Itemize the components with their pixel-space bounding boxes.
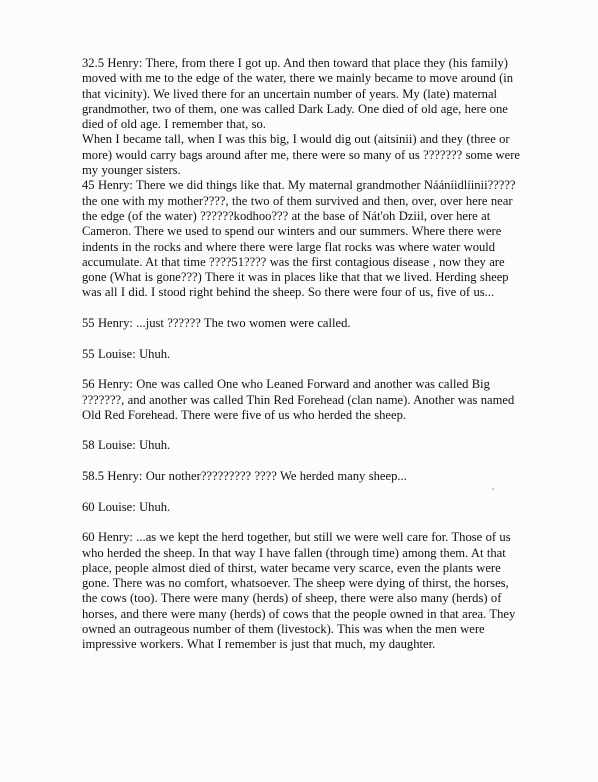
transcript-paragraph: 55 Louise: Uhuh. [82,346,171,361]
transcript-paragraph: 60 Henry: ...as we kept the herd together, but still we were well care for. Those of us who herded the sheep. In that way I have fallen (through time) among them. At that place, people almost died of thirst, water became very scarce, even the plants were gone. There was no comfort, whatsoever. The sheep were dying of thirst, the horses, the cows (too). There were many (herds) of sheep, there were also many (herds) of horses, and there were many (herds) of cows that the people owned in that area. They owned an outrageous number of them (livestock). This was when the men were impressive workers. What I remember is just that much, my daughter. [82,530,516,652]
scan-speck [492,488,494,490]
transcript-paragraph: 55 Henry: ...just ?????? The two women were called. [82,316,351,331]
transcript-paragraph: 56 Henry: One was called One who Leaned Forward and another was called Big ???????, and another was called Thin Red Forehead (clan name). Another was named Old Red Forehead. There were five of us who herded the sheep. [82,377,515,422]
transcript-paragraph: 58.5 Henry: Our nother????????? ???? We herded many sheep... [82,469,407,484]
transcript-paragraph: 32.5 Henry: There, from there I got up. And then toward that place they (his family) moved with me to the edge of the water, there we mainly became to move around (in that vicinity). We lived there for an uncertain number of years. My (late) maternal grandmother, two of them, one was called Dark Lady. One died of old age, here one died of old age. I remember that, so. [82,56,514,132]
transcript-body [82,56,522,653]
transcript-paragraph: 58 Louise: Uhuh. [82,438,171,453]
transcript-paragraph: When I became tall, when I was this big, I would dig out (aitsinii) and they (three or more) would carry bags around after me, there were so many of us ??????? some were my younger sisters. [82,132,520,178]
transcript-paragraph: 60 Louise: Uhuh. [82,499,171,514]
transcript-paragraph: 45 Henry: There we did things like that. My maternal grandmother Nááníidlíinii?????the one with my mother????, the two of them survived and then, over, over here near the edge (of the water) ??????kodhoo??? at the base of Nát'oh Dziil, over here at Cameron. There we used to spend our winters and our summers. Where there were indents in the rocks and where there were large flat rocks was where water would accumulate. At that time ????51???? was the first contagious disease , now they are gone (What is gone???) There it was in places like that that we lived. Herding sheep was all I did. I stood right behind the sheep. So there were four of us, five of us... [82,178,516,300]
